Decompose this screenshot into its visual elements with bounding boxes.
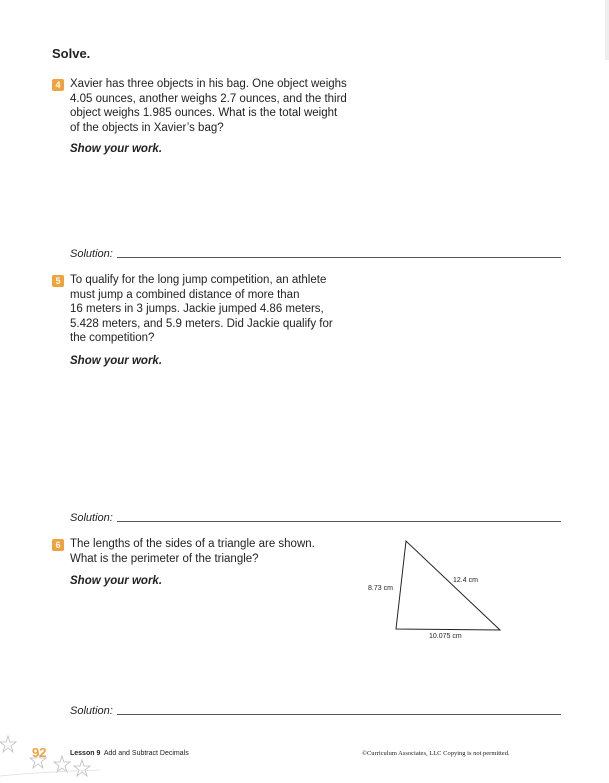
question-4-text bbox=[70, 77, 347, 135]
question-line: of the objects in Xavier’s bag? bbox=[70, 121, 224, 134]
question-5-solution-label: Solution: bbox=[70, 512, 113, 524]
left-side-label: 8.73 cm bbox=[368, 585, 393, 592]
question-line: must jump a combined distance of more than bbox=[70, 288, 300, 301]
question-4-solution-line[interactable] bbox=[117, 257, 561, 258]
question-4-number-badge: 4 bbox=[52, 79, 64, 91]
question-line: To qualify for the long jump competition, an athlete bbox=[70, 274, 327, 286]
triangle-diagram bbox=[360, 535, 510, 645]
footer-lesson bbox=[70, 750, 189, 757]
page-edge-shadow bbox=[605, 0, 609, 60]
question-line: the competition? bbox=[70, 332, 155, 344]
triangle-shape bbox=[396, 541, 500, 630]
base-label: 10.075 cm bbox=[429, 633, 462, 640]
question-line: The lengths of the sides of a triangle are shown. bbox=[70, 538, 315, 550]
question-5-solution-line[interactable] bbox=[117, 521, 561, 522]
question-6-solution-line[interactable] bbox=[117, 714, 561, 715]
decorative-stars-icon bbox=[0, 732, 110, 783]
question-6-number-badge: 6 bbox=[52, 539, 64, 551]
question-line: Xavier has three objects in his bag. One object weighs bbox=[70, 78, 347, 90]
question-5-text bbox=[70, 273, 333, 346]
hypotenuse-label: 12.4 cm bbox=[453, 577, 478, 584]
copyright-notice: ©Curriculum Associates, LLC Copying is not permitted. bbox=[362, 750, 510, 757]
page-number: 92 bbox=[32, 745, 47, 760]
question-line: 16 meters in 3 jumps. Jackie jumped 4.86 meters, bbox=[70, 303, 324, 315]
question-5-number-badge: 5 bbox=[52, 275, 64, 287]
question-line: 5.428 meters, and 5.9 meters. Did Jackie qualify for bbox=[70, 317, 333, 330]
question-4-solution-label: Solution: bbox=[70, 248, 113, 260]
lesson-title: Add and Subtract Decimals bbox=[103, 750, 189, 757]
question-line: object weighs 1.985 ounces. What is the total weight bbox=[70, 107, 338, 119]
question-4-show-work: Show your work. bbox=[70, 143, 163, 155]
question-line: What is the perimeter of the triangle? bbox=[70, 552, 259, 565]
question-line: 4.05 ounces, another weighs 2.7 ounces, and the third bbox=[70, 92, 347, 105]
question-6-show-work: Show your work. bbox=[70, 575, 163, 587]
section-heading: Solve. bbox=[52, 46, 91, 61]
question-6-text bbox=[70, 537, 315, 566]
question-6-solution-label: Solution: bbox=[70, 705, 113, 717]
lesson-prefix: Lesson 9 bbox=[70, 750, 101, 757]
question-5-show-work: Show your work. bbox=[70, 355, 163, 367]
